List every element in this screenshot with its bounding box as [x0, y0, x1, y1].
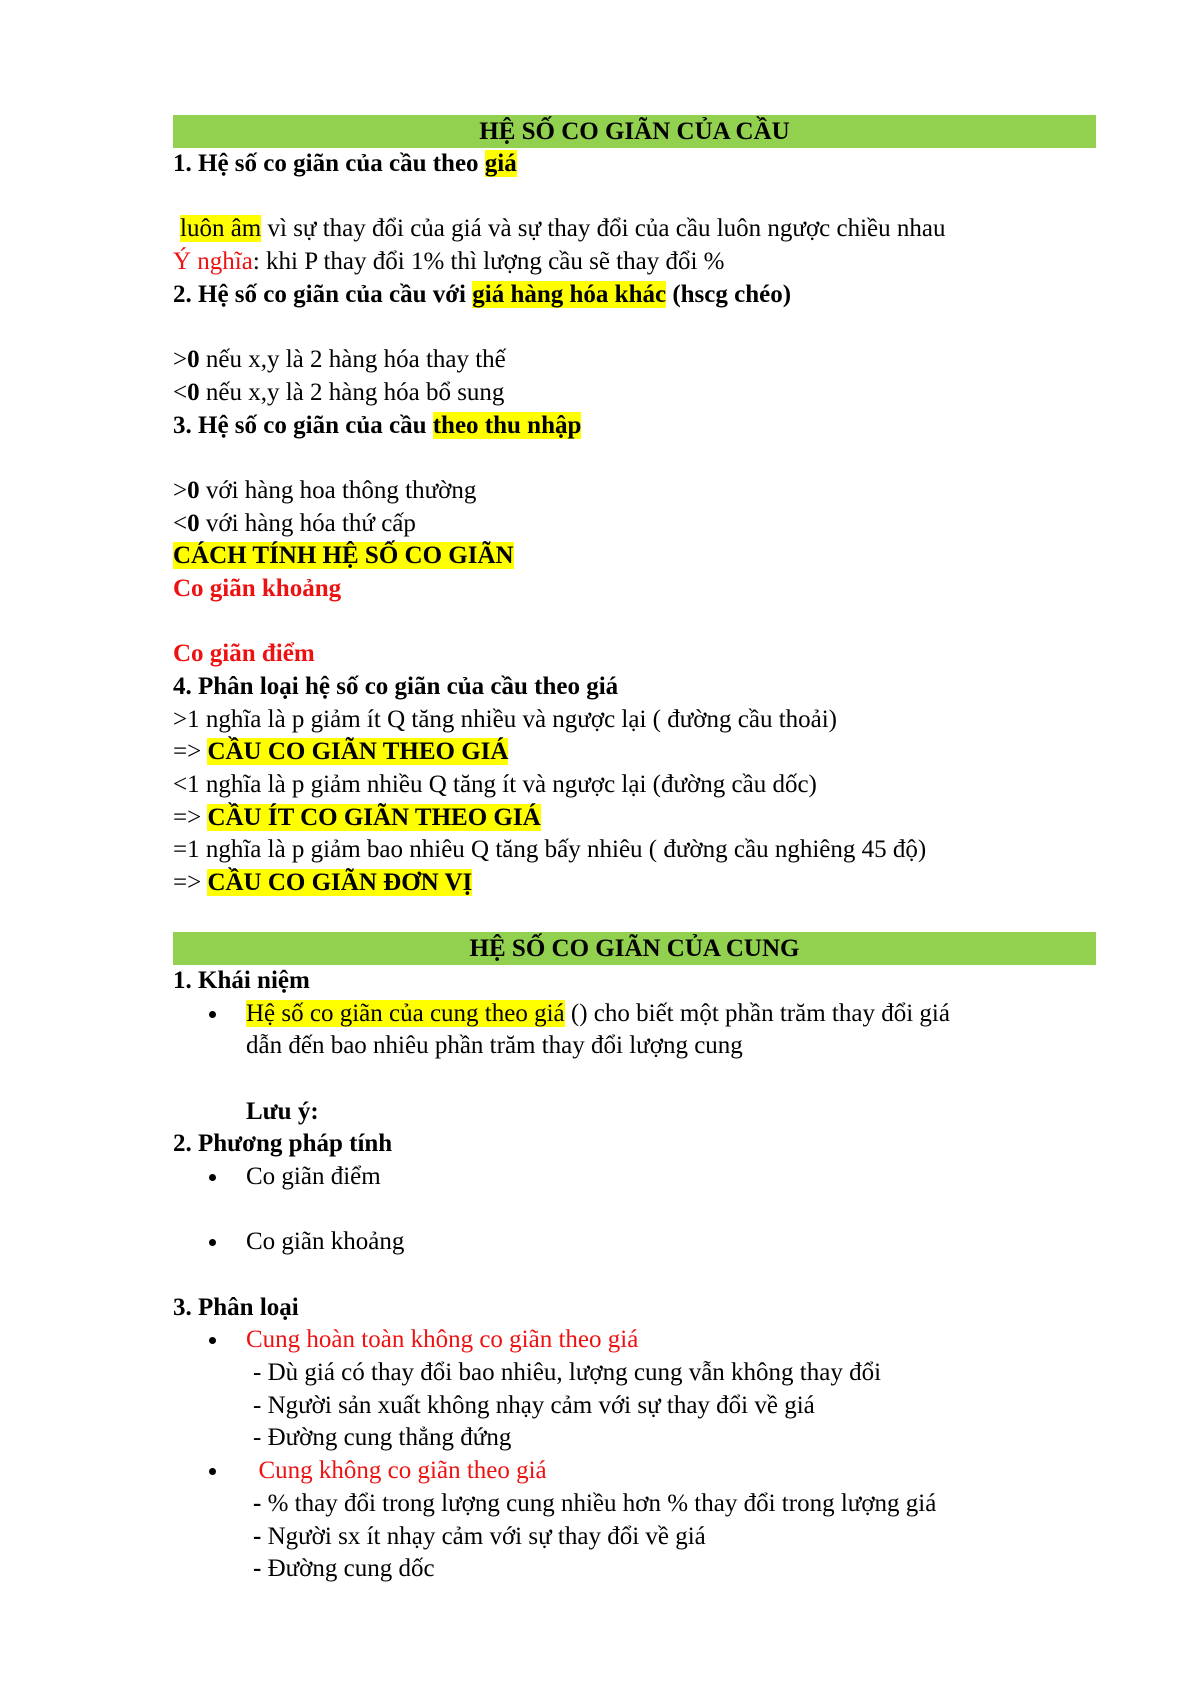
demand-heading-1	[173, 148, 1096, 181]
always-negative-highlight: luôn âm	[180, 215, 262, 243]
inelastic-supply-bullet	[173, 1455, 1096, 1488]
arrow: =>	[173, 738, 208, 766]
dash: -	[253, 1555, 268, 1583]
income-inferior-line	[173, 508, 1096, 541]
cross-complement-text: nếu x,y là 2 hàng hóa bổ sung	[199, 378, 505, 406]
meaning-text: : khi P thay đổi 1% thì lượng cầu sẽ thay đổi %	[252, 248, 725, 276]
demand-heading-3	[173, 410, 1096, 443]
unit-elastic-line: =1 nghĩa là p giảm bao nhiêu Q tăng bấy nhiêu ( đường cầu nghiêng 45 độ)	[173, 836, 927, 864]
section-gap	[173, 900, 1096, 932]
point-elasticity-label: Co giãn điểm	[173, 640, 315, 668]
zero: 0	[187, 346, 200, 374]
demand-heading-4: 4. Phân loại hệ số co giãn của cầu theo giá	[173, 673, 619, 700]
demand-price-sign-line	[173, 213, 1096, 246]
bullet-dot-icon	[209, 1239, 216, 1246]
demand-heading-1-text: 1. Hệ số co giãn của cầu theo	[173, 150, 485, 177]
inelastic-supply-desc-3	[173, 1553, 1096, 1586]
supply-heading-1: 1. Khái niệm	[173, 966, 310, 994]
demand-meaning-line	[173, 246, 1096, 279]
supply-arc-bullet	[173, 1226, 1096, 1259]
bullet-dot-icon	[209, 1337, 216, 1344]
sign: >	[173, 476, 188, 504]
supply-point-bullet	[173, 1161, 1096, 1194]
elastic-result: CẦU CO GIÃN THEO GIÁ	[207, 738, 509, 766]
supply-definition-highlight: Hệ số co giãn của cung theo giá	[246, 999, 565, 1027]
supply-point-text: Co giãn điểm	[246, 1162, 381, 1190]
supply-heading-3: 3. Phân loại	[173, 1293, 299, 1321]
supply-definition-continuation: dẫn đến bao nhiêu phần trăm thay đổi lượng cung	[246, 1032, 743, 1060]
document-body	[173, 115, 1096, 1586]
blank-line	[173, 606, 1096, 639]
cross-substitute-line	[173, 344, 1096, 377]
sign: >	[173, 346, 188, 374]
blank-line	[173, 311, 1096, 344]
demand-heading-2	[173, 279, 1096, 312]
supply-arc-text: Co giãn khoảng	[246, 1228, 405, 1256]
supply-note: Lưu ý:	[246, 1097, 319, 1125]
demand-heading-3-text: 3. Hệ số co giãn của cầu	[173, 411, 433, 439]
perfectly-inelastic-desc-2: - Người sản xuất không nhạy cảm với sự thay đổi về giá	[253, 1391, 815, 1419]
zero: 0	[187, 509, 200, 537]
perfectly-inelastic-desc-1: - Dù giá có thay đổi bao nhiêu, lượng cung vẫn không thay đổi	[253, 1359, 882, 1387]
cross-substitute-text: nếu x,y là 2 hàng hóa thay thế	[199, 346, 506, 374]
demand-heading-1-highlight: giá	[484, 150, 517, 177]
arrow: =>	[173, 803, 208, 831]
sign: <	[173, 378, 188, 406]
dash: -	[253, 1522, 268, 1550]
calc-heading-text: CÁCH TÍNH HỆ SỐ CO GIÃN	[173, 542, 514, 570]
cross-complement-line	[173, 377, 1096, 410]
supply-heading-2: 2. Phương pháp tính	[173, 1130, 393, 1158]
bullet-dot-icon	[209, 1174, 216, 1181]
inelastic-supply-desc-3-text: Đường cung dốc	[267, 1555, 435, 1583]
supply-definition-text: () cho biết một phần trăm thay đổi giá	[564, 999, 950, 1027]
zero: 0	[187, 378, 200, 406]
calc-heading	[173, 540, 1096, 573]
bullet-dot-icon	[209, 1011, 216, 1018]
supply-definition-bullet	[173, 998, 1096, 1031]
supply-section-title: HỆ SỐ CO GIÃN CỦA CUNG	[173, 932, 1096, 965]
income-inferior-text: với hàng hóa thứ cấp	[199, 509, 416, 537]
income-normal-line	[173, 475, 1096, 508]
blank-line	[173, 1063, 1096, 1096]
elastic-result-line	[173, 736, 1096, 769]
inelastic-supply-desc-1-text: % thay đổi trong lượng cung nhiều hơn % thay đổi trong lượng giá	[267, 1489, 937, 1517]
perfectly-inelastic-bullet	[173, 1324, 1096, 1357]
demand-price-sign-text: vì sự thay đổi của giá và sự thay đổi của cầu luôn ngược chiều nhau	[261, 215, 946, 243]
inelastic-line: <1 nghĩa là p giảm nhiều Q tăng ít và ngược lại (đường cầu dốc)	[173, 771, 817, 799]
demand-heading-3-highlight: theo thu nhập	[432, 411, 582, 439]
bullet-dot-icon	[209, 1468, 216, 1475]
arrow: =>	[173, 869, 208, 897]
blank-line	[173, 181, 1096, 214]
demand-heading-2-highlight: giá hàng hóa khác	[472, 280, 667, 308]
meaning-label: Ý nghĩa	[173, 248, 253, 276]
inelastic-supply-label: Cung không co giãn theo giá	[246, 1457, 547, 1485]
perfectly-inelastic-desc-3: - Đường cung thẳng đứng	[253, 1424, 512, 1452]
income-normal-text: với hàng hoa thông thường	[199, 476, 477, 504]
inelastic-result-line	[173, 802, 1096, 835]
blank-line	[173, 1259, 1096, 1292]
inelastic-result: CẦU ÍT CO GIÃN THEO GIÁ	[207, 803, 541, 831]
sign: <	[173, 509, 188, 537]
arc-elasticity-label: Co giãn khoảng	[173, 574, 342, 602]
demand-heading-2-text: 2. Hệ số co giãn của cầu với	[173, 280, 473, 308]
blank-line	[173, 1194, 1096, 1227]
inelastic-supply-desc-2	[173, 1521, 1096, 1554]
demand-section-title: HỆ SỐ CO GIÃN CỦA CẦU	[173, 115, 1096, 148]
blank-line	[173, 442, 1096, 475]
dash: -	[253, 1489, 268, 1517]
demand-heading-2-suffix: (hscg chéo)	[666, 280, 792, 308]
unit-elastic-result-line	[173, 867, 1096, 900]
elastic-line: >1 nghĩa là p giảm ít Q tăng nhiều và ngược lại ( đường cầu thoải)	[173, 705, 838, 733]
zero: 0	[187, 476, 200, 504]
perfectly-inelastic-label: Cung hoàn toàn không co giãn theo giá	[246, 1326, 639, 1354]
inelastic-supply-desc-1	[173, 1488, 1096, 1521]
inelastic-supply-desc-2-text: Người sx ít nhạy cảm với sự thay đổi về giá	[267, 1522, 706, 1550]
unit-elastic-result: CẦU CO GIÃN ĐƠN VỊ	[207, 869, 473, 897]
